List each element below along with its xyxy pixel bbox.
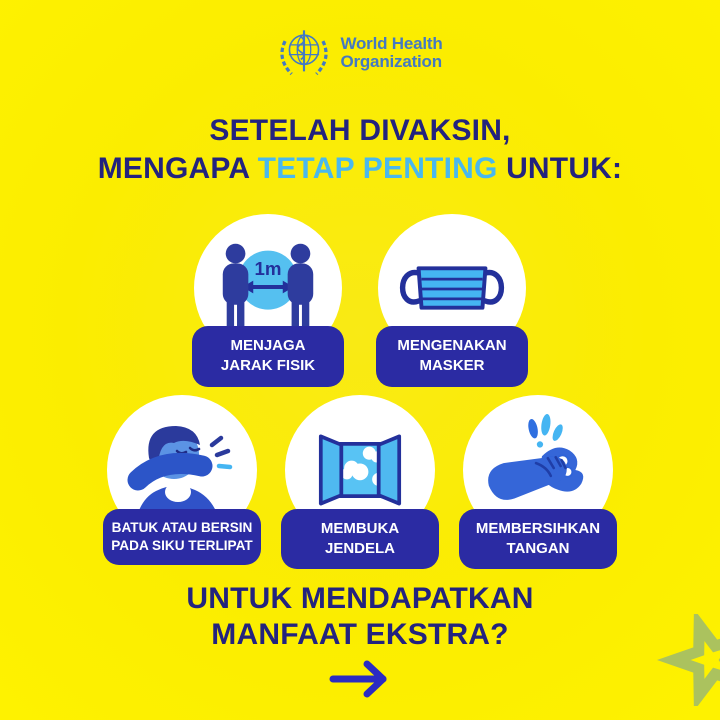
item-wear-mask bbox=[376, 214, 528, 387]
label-line1: MENJAGA bbox=[230, 337, 306, 354]
main-title-line2 bbox=[0, 150, 720, 188]
label-line2: MASKER bbox=[419, 357, 485, 375]
label-cough-into-elbow bbox=[103, 509, 261, 566]
title-suffix: UNTUK: bbox=[497, 152, 623, 185]
label-open-window bbox=[281, 509, 439, 570]
label-line1: MENGENAKAN bbox=[397, 337, 507, 354]
label-line1: MEMBERSIHKAN bbox=[475, 519, 601, 537]
label-line1: MEMBUKA bbox=[320, 519, 400, 537]
star-decoration-icon bbox=[650, 614, 720, 706]
who-logo-icon bbox=[277, 26, 331, 80]
label-wear-mask bbox=[376, 326, 528, 387]
item-open-window bbox=[281, 395, 439, 570]
arrow-wrap bbox=[0, 657, 720, 701]
item-cough-into-elbow bbox=[103, 395, 261, 566]
label-line2: JARAK FISIK bbox=[220, 357, 316, 375]
label-line2: TANGAN bbox=[506, 539, 570, 557]
who-wordmark bbox=[340, 35, 442, 71]
label-clean-hands bbox=[459, 509, 617, 570]
label-line2: PADA SIKU TERLIPAT bbox=[111, 537, 253, 553]
footer-question-line2: MANFAAT EKSTRA? bbox=[211, 618, 509, 651]
item-clean-hands bbox=[459, 395, 617, 570]
distance-value: 1m bbox=[254, 258, 282, 280]
who-wordmark-line2: Organization bbox=[340, 52, 442, 71]
footer-question-line1: UNTUK MENDAPATKAN bbox=[186, 582, 534, 615]
title-highlight: TETAP PENTING bbox=[257, 152, 498, 185]
who-header bbox=[0, 0, 720, 80]
label-line1: BATUK ATAU BERSIN bbox=[111, 519, 253, 535]
footer-question bbox=[0, 581, 720, 653]
main-title-line1: SETELAH DIVAKSIN, bbox=[209, 114, 511, 147]
title-prefix: MENGAPA bbox=[97, 152, 258, 185]
icons-row-2 bbox=[0, 395, 720, 570]
icons-row-1 bbox=[0, 214, 720, 387]
label-physical-distance bbox=[192, 326, 344, 387]
label-line2: JENDELA bbox=[324, 539, 395, 557]
next-arrow-icon[interactable] bbox=[325, 657, 395, 701]
item-physical-distance bbox=[192, 214, 344, 387]
who-wordmark-line1: World Health bbox=[340, 34, 443, 54]
main-title bbox=[0, 112, 720, 188]
